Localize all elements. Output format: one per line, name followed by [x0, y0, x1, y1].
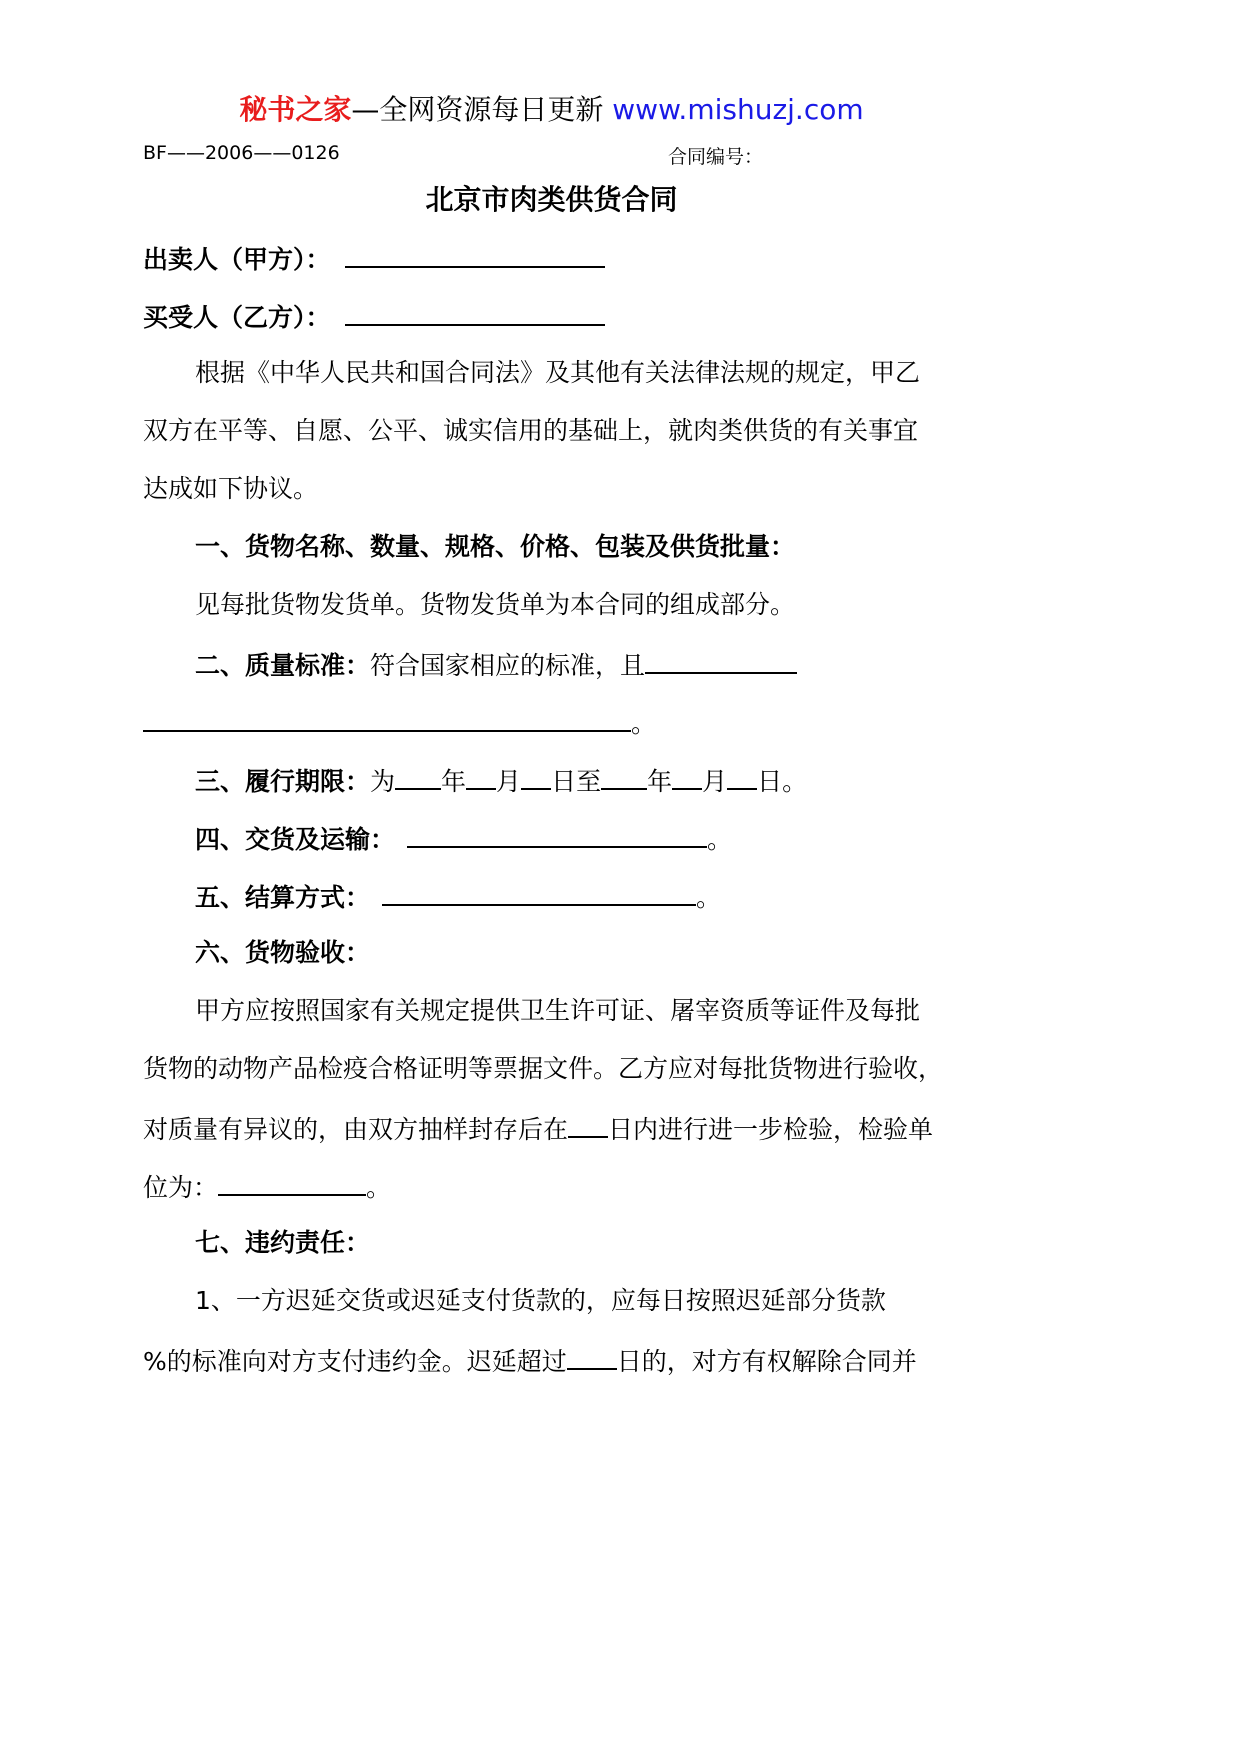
section-4-heading: 四、交货及运输： — [195, 825, 396, 854]
banner-tagline: —全网资源每日更新 — [351, 93, 613, 126]
section-7-line-2b: 日的，对方有权解除合同并 — [616, 1347, 917, 1376]
end-month-blank — [672, 762, 702, 790]
contract-number-label: 合同编号： — [668, 146, 764, 168]
term-word-day-end: 日。 — [757, 767, 808, 796]
section-5-end-mark: 。 — [695, 883, 721, 912]
section-4-end-mark: 。 — [706, 825, 732, 854]
term-word-year-end: 年 — [647, 767, 673, 796]
site-url-link[interactable]: www.mishuzj.com — [612, 93, 864, 126]
doc-code: BF——2006——0126 — [143, 142, 340, 164]
term-word-month: 月 — [496, 767, 522, 796]
inspection-unit-blank — [218, 1168, 366, 1196]
buyer-label: 买受人（乙方）： — [143, 303, 331, 332]
section-2-row — [195, 646, 797, 683]
section-1-heading: 一、货物名称、数量、规格、价格、包装及供货批量： — [195, 532, 796, 561]
settlement-blank — [382, 878, 696, 906]
section-2-continuation — [143, 704, 656, 741]
seller-label: 出卖人（甲方）： — [143, 245, 331, 274]
brand-name: 秘书之家 — [239, 93, 352, 126]
section-7-line-2a: %的标准向对方支付违约金。迟延超过 — [143, 1347, 567, 1376]
section-1-text: 见每批货物发货单。货物发货单为本合同的组成部分。 — [195, 590, 796, 619]
end-year-blank — [601, 762, 647, 790]
section-6-line-3 — [143, 1110, 933, 1147]
buyer-blank — [345, 298, 605, 326]
section-2-heading: 二、质量标准： — [195, 651, 371, 680]
start-year-blank — [395, 762, 441, 790]
end-day-blank — [727, 762, 757, 790]
start-month-blank — [466, 762, 496, 790]
section-2-text: 符合国家相应的标准，且 — [370, 651, 646, 680]
section-6-line-4 — [143, 1168, 391, 1205]
seller-blank — [345, 240, 605, 268]
intro-line-1: 根据《中华人民共和国合同法》及其他有关法律法规的规定，甲乙 — [195, 358, 921, 387]
section-6-line-1: 甲方应按照国家有关规定提供卫生许可证、屠宰资质等证件及每批 — [195, 996, 921, 1025]
section-7-heading: 七、违约责任： — [195, 1228, 371, 1257]
section-5-row — [195, 878, 721, 915]
seller-row — [143, 240, 605, 277]
section-2-end-mark: 。 — [631, 709, 657, 738]
section-7-line-1: 1、一方迟延交货或迟延支付货款的，应每日按照迟延部分货款 — [195, 1286, 886, 1315]
quality-blank-continued — [143, 704, 631, 732]
section-7-line-2 — [143, 1342, 917, 1379]
section-6-end-mark: 。 — [366, 1173, 392, 1202]
term-word-month-end: 月 — [702, 767, 728, 796]
inspection-days-blank — [568, 1110, 608, 1138]
start-day-blank — [521, 762, 551, 790]
section-3-heading: 三、履行期限： — [195, 767, 371, 796]
buyer-row — [143, 298, 605, 335]
intro-line-2: 双方在平等、自愿、公平、诚实信用的基础上，就肉类供货的有关事宜 — [143, 416, 919, 445]
section-5-heading: 五、结算方式： — [195, 883, 371, 912]
quality-blank — [645, 646, 797, 674]
term-word-wei: 为 — [370, 767, 396, 796]
section-6-heading: 六、货物验收： — [195, 938, 371, 967]
inspection-unit-label: 位为： — [143, 1173, 219, 1202]
section-3-row — [195, 762, 807, 799]
delivery-blank — [407, 820, 707, 848]
section-6-line-3a: 对质量有异议的，由双方抽样封存后在 — [143, 1115, 569, 1144]
section-6-line-2: 货物的动物产品检疫合格证明等票据文件。乙方应对每批货物进行验收， — [143, 1054, 944, 1083]
term-word-year: 年 — [441, 767, 467, 796]
intro-line-3: 达成如下协议。 — [143, 474, 319, 503]
section-4-row — [195, 820, 732, 857]
section-6-line-3b: 日内进行进一步检验，检验单 — [608, 1115, 934, 1144]
term-word-day-to: 日至 — [551, 767, 602, 796]
document-title: 北京市肉类供货合同 — [425, 183, 678, 216]
delay-days-blank — [567, 1342, 617, 1370]
site-banner — [0, 90, 1103, 130]
